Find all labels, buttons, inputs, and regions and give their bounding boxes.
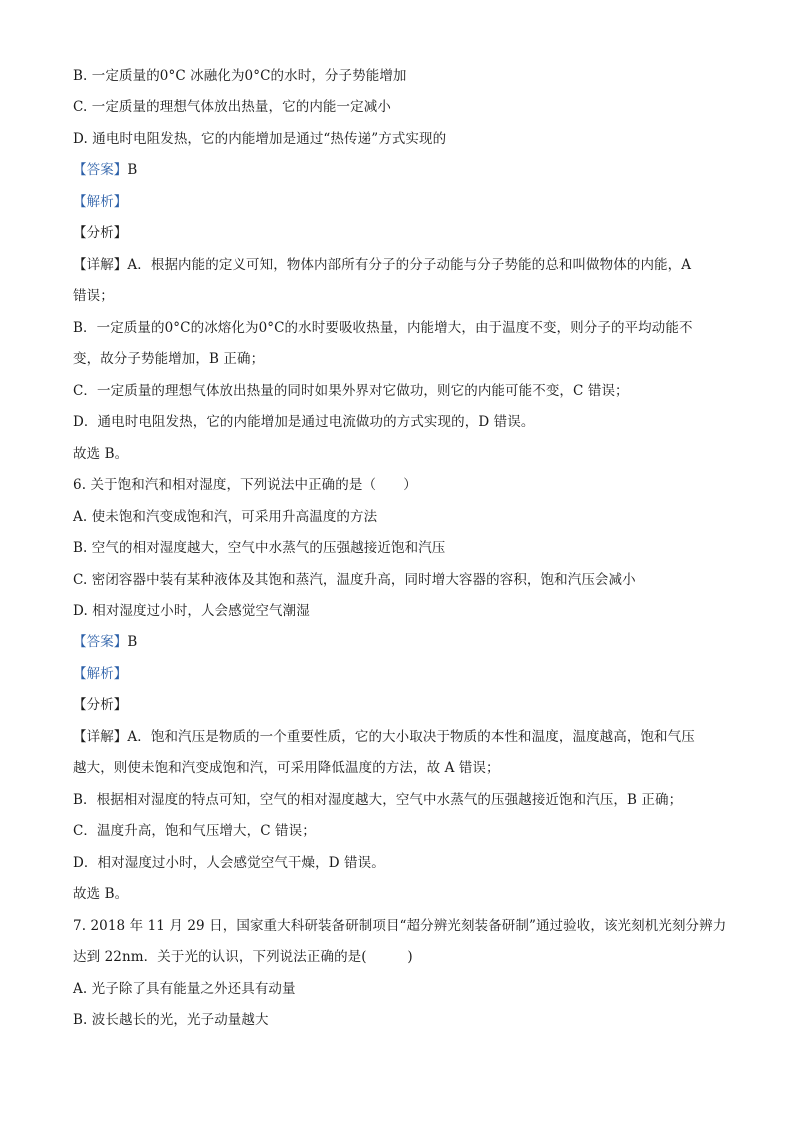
fenxi-line-q6 [73, 696, 723, 714]
detail-line-q6-1 [73, 728, 723, 746]
fenxi-line-q5 [73, 224, 723, 242]
answer-line-q6 [73, 633, 723, 651]
option-text: B. 空气的相对湿度越大，空气中水蒸气的压强越接近饱和汽压 [73, 540, 446, 556]
detail-line-q5-3 [73, 319, 723, 337]
detail-line-q5-4 [73, 350, 723, 368]
option-text: A. 光子除了具有能量之外还具有动量 [73, 981, 296, 997]
detail-tag: 【详解】 [73, 729, 128, 745]
detail-text: B．一定质量的0°C的冰熔化为0°C的水时要吸收热量，内能增大，由于温度不变，则分子的平均动能不 [73, 320, 693, 336]
option-c-q5 [73, 98, 723, 116]
analysis-tag: 【解析】 [73, 194, 128, 210]
detail-text: C．温度升高，饱和气压增大，C 错误； [73, 823, 316, 839]
fenxi-tag: 【分析】 [73, 225, 128, 241]
question-7-stem-1 [73, 917, 727, 935]
detail-text: 错误； [73, 288, 114, 304]
detail-text: C．一定质量的理想气体放出热量的同时如果外界对它做功，则它的内能可能不变，C 错误； [73, 383, 629, 399]
conclusion-text: 故选 B。 [73, 446, 129, 462]
analysis-line-q5 [73, 193, 723, 211]
option-text: B. 一定质量的0°C 冰融化为0°C的水时，分子势能增加 [73, 68, 407, 84]
detail-text: B．根据相对湿度的特点可知，空气的相对湿度越大，空气中水蒸气的压强越接近饱和汽压，B 正确； [73, 792, 683, 808]
detail-line-q5-6 [73, 413, 723, 431]
option-text: A. 使未饱和汽变成饱和汽，可采用升高温度的方法 [73, 509, 378, 525]
detail-text: A．饱和汽压是物质的一个重要性质，它的大小取决于物质的本性和温度，温度越高，饱和气压 [127, 729, 695, 745]
option-b-q6 [73, 539, 723, 557]
question-7-stem-2 [73, 948, 723, 966]
question-text: 6. 关于饱和汽和相对湿度，下列说法中正确的是（ ） [73, 477, 417, 493]
option-d-q5 [73, 130, 723, 148]
option-text: C. 密闭容器中装有某种液体及其饱和蒸汽，温度升高，同时增大容器的容积，饱和汽压会减小 [73, 572, 636, 588]
option-text: D. 相对湿度过小时，人会感觉空气潮湿 [73, 603, 310, 619]
answer-tag: 【答案】 [73, 162, 128, 178]
question-6-stem [73, 476, 723, 494]
detail-line-q6-2 [73, 759, 723, 777]
detail-line-q6-5 [73, 854, 723, 872]
option-b-q5 [73, 67, 723, 85]
question-text: 达到 22nm．关于光的认识，下列说法正确的是( ) [73, 949, 413, 965]
option-a-q6 [73, 508, 723, 526]
conclusion-q6 [73, 885, 723, 903]
detail-tag: 【详解】 [73, 257, 128, 273]
detail-line-q5-1 [73, 256, 723, 274]
detail-text: D．通电时电阻发热，它的内能增加是通过电流做功的方式实现的，D 错误。 [73, 414, 535, 430]
detail-text: D．相对湿度过小时，人会感觉空气干燥，D 错误。 [73, 855, 385, 871]
option-text: D. 通电时电阻发热，它的内能增加是通过“热传递”方式实现的 [73, 131, 447, 147]
detail-text: 变，故分子势能增加，B 正确； [73, 351, 265, 367]
option-c-q6 [73, 571, 723, 589]
analysis-line-q6 [73, 665, 723, 683]
option-text: C. 一定质量的理想气体放出热量，它的内能一定减小 [73, 99, 391, 115]
question-text: 7. 2018 年 11 月 29 日，国家重大科研装备研制项目“超分辨光刻装备研制”通过验收，该光刻机光刻分辨力 [73, 918, 727, 934]
option-d-q6 [73, 602, 723, 620]
detail-text: A．根据内能的定义可知，物体内部所有分子的分子动能与分子势能的总和叫做物体的内能，A [127, 257, 692, 273]
option-text: B. 波长越长的光，光子动量越大 [73, 1012, 269, 1028]
detail-line-q5-2 [73, 287, 723, 305]
conclusion-q5 [73, 445, 723, 463]
option-b-q7 [73, 1011, 723, 1029]
answer-value: B [127, 634, 138, 650]
option-a-q7 [73, 980, 723, 998]
answer-line-q5 [73, 161, 723, 179]
fenxi-tag: 【分析】 [73, 697, 128, 713]
analysis-tag: 【解析】 [73, 666, 128, 682]
answer-value: B [127, 162, 138, 178]
detail-line-q6-3 [73, 791, 723, 809]
detail-text: 越大，则使未饱和汽变成饱和汽，可采用降低温度的方法，故 A 错误； [73, 760, 500, 776]
answer-tag: 【答案】 [73, 634, 128, 650]
conclusion-text: 故选 B。 [73, 886, 129, 902]
detail-line-q5-5 [73, 382, 723, 400]
detail-line-q6-4 [73, 822, 723, 840]
